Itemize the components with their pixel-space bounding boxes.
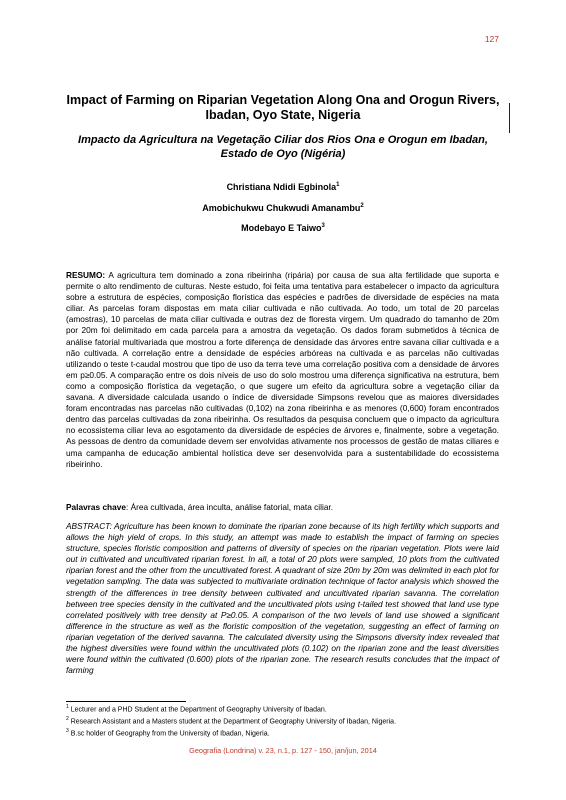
footnotes xyxy=(66,703,499,739)
author-name: Christiana Ndidi Egbinola xyxy=(226,182,337,192)
keywords-label: Palavras chave xyxy=(66,502,126,512)
author-footnote-mark: 2 xyxy=(360,203,364,209)
margin-rule xyxy=(509,103,510,133)
footnote-text: Lecturer and a PHD Student at the Department of Geography University of Ibadan. xyxy=(68,706,327,714)
author-footnote-mark: 1 xyxy=(336,182,340,188)
page-number: 127 xyxy=(484,34,499,44)
footnote-text: Research Assistant and a Masters student at the Department of Geography University of Ibadan, Nigeria. xyxy=(68,718,397,726)
paper-subtitle: Impacto da Agricultura na Vegetação Ciliar dos Rios Ona e Orogun em Ibadan, Estado de Oyo (Nigéria) xyxy=(78,134,488,160)
footnote-mark: 3 xyxy=(66,727,69,734)
footnote-text: B.sc holder of Geography from the University of Ibadan, Nigeria. xyxy=(68,730,270,738)
footnote-1 xyxy=(66,703,499,715)
keywords-paragraph xyxy=(66,502,499,513)
resumo-paragraph xyxy=(66,270,499,470)
author-footnote-mark: 3 xyxy=(321,223,325,229)
author-3 xyxy=(60,223,506,233)
author-1 xyxy=(60,182,506,192)
footnote-2 xyxy=(66,715,499,727)
author-name: Modebayo E Taiwo xyxy=(241,223,322,233)
journal-citation: Geografia (Londrina) v. 23, n.1, p. 127 - 150, jan/jun, 2014 xyxy=(189,746,377,755)
footnote-mark: 1 xyxy=(66,704,69,710)
footnote-divider xyxy=(66,701,186,702)
footnote-3 xyxy=(66,727,499,739)
keywords-text: : Área cultivada, área inculta, análise fatorial, mata ciliar. xyxy=(125,502,334,512)
abstract-paragraph: ABSTRACT: Agriculture has been known to dominate the riparian zone because of its high fertility which supports and allows the high yield of crops. In this study, an attempt was made to establish the impact of farming on species structure, species floristic composition and patterns of diversity of species on the riparian vegetation. Plots were laid out in cultivated and uncultivated riparian forest. In all, a total of 20 plots were sampled, 10 plots from the cultivated riparian forest and the other from the uncultivated forest. A quadrant of size 20m by 20m was delimited in each plot for vegetation sampling. The data was subjected to multivariate ordination technique of factor analysis which showed the strength of the differences in tree density between cultivated and uncultivated riparian savanna. The correlation between tree species density in the cultivated and the uncultivated plots using t-tailed test showed that land use type correlated positively with tree density at P≥0.05. A comparison of the two levels of land use showed a significant difference in the structure as well as the floristic composition of the vegetation, suggesting an effect of farming on riparian vegetation of the derived savanna. The calculated diversity using the Simpsons diversity index revealed that the highest diversities were found within the uncultivated plots (0.102) on the riparian zone and the least diversities were found within the cultivated (0.600) plots of the riparian zone. The research results concludes that the impact of farming xyxy=(66,521,499,676)
author-2 xyxy=(60,203,506,213)
resumo-text: A agricultura tem dominado a zona ribeirinha (ripária) por causa de sua alta fertilidade que suporta e permite o alto rendimento de culturas. Neste estudo, foi feita uma tentativa para estabelecer o impacto da agricultura sobre a estrutura de espécies, composição florística das espécies e padrões de diversidade de espécies na mata ciliar. As parcelas foram dispostas em mata ciliar cultivada e não cultivada. Ao todo, um total de 20 parcelas (amostras), 10 parcelas de mata ciliar cultivada e outras dez de floresta virgem. Um quadrado do tamanho de 20m por 20m foi delimitado em cada parcela para a amostra da vegetação. Os dados foram submetidos à técnica de análise fatorial multivariada que mostrou a forte diferença de densidade das árvores entre savana ciliar cultivada e a não cultivada. A correlação entre a densidade de espécies arbóreas na cultivada e as parcelas não cultivadas utilizando o teste t-caudal mostrou que tipo de uso da terra teve uma correlação positiva com a densidade de árvores em p≥0.05. A comparação entre os dois níveis de uso do solo mostrou uma diferença significativa na estrutura, bem como a composição florística da vegetação, o que sugere um efeito da agricultura sobre a vegetação ciliar da savana. A diversidade calculada usando o índice de diversidade Simpsons revelou que as maiores diversidades foram encontradas nas parcelas não cultivadas (0,102) na zona ribeirinha e as menores (0,600) foram encontrados dentro das parcelas cultivadas da zona ribeirinha. Os resultados da pesquisa concluem que o impacto da agricultura no ecossistema ciliar leva ao esgotamento da diversidade de espécies de árvores e, finalmente, sobre a vegetação. As pessoas de dentro da comunidade devem ser envolvidas ativamente nos processos de gestão de matas ciliares e uma campanha de educação ambiental holística deve ser desenvolvida para a sustentabilidade do ecossistema ribeirinho. xyxy=(66,270,499,469)
footnote-mark: 2 xyxy=(66,715,69,722)
author-name: Amobichukwu Chukwudi Amanambu xyxy=(202,203,361,213)
resumo-label: RESUMO: xyxy=(66,270,106,280)
paper-title: Impact of Farming on Riparian Vegetation Along Ona and Orogun Rivers, Ibadan, Oyo State, Nigeria xyxy=(66,93,500,122)
